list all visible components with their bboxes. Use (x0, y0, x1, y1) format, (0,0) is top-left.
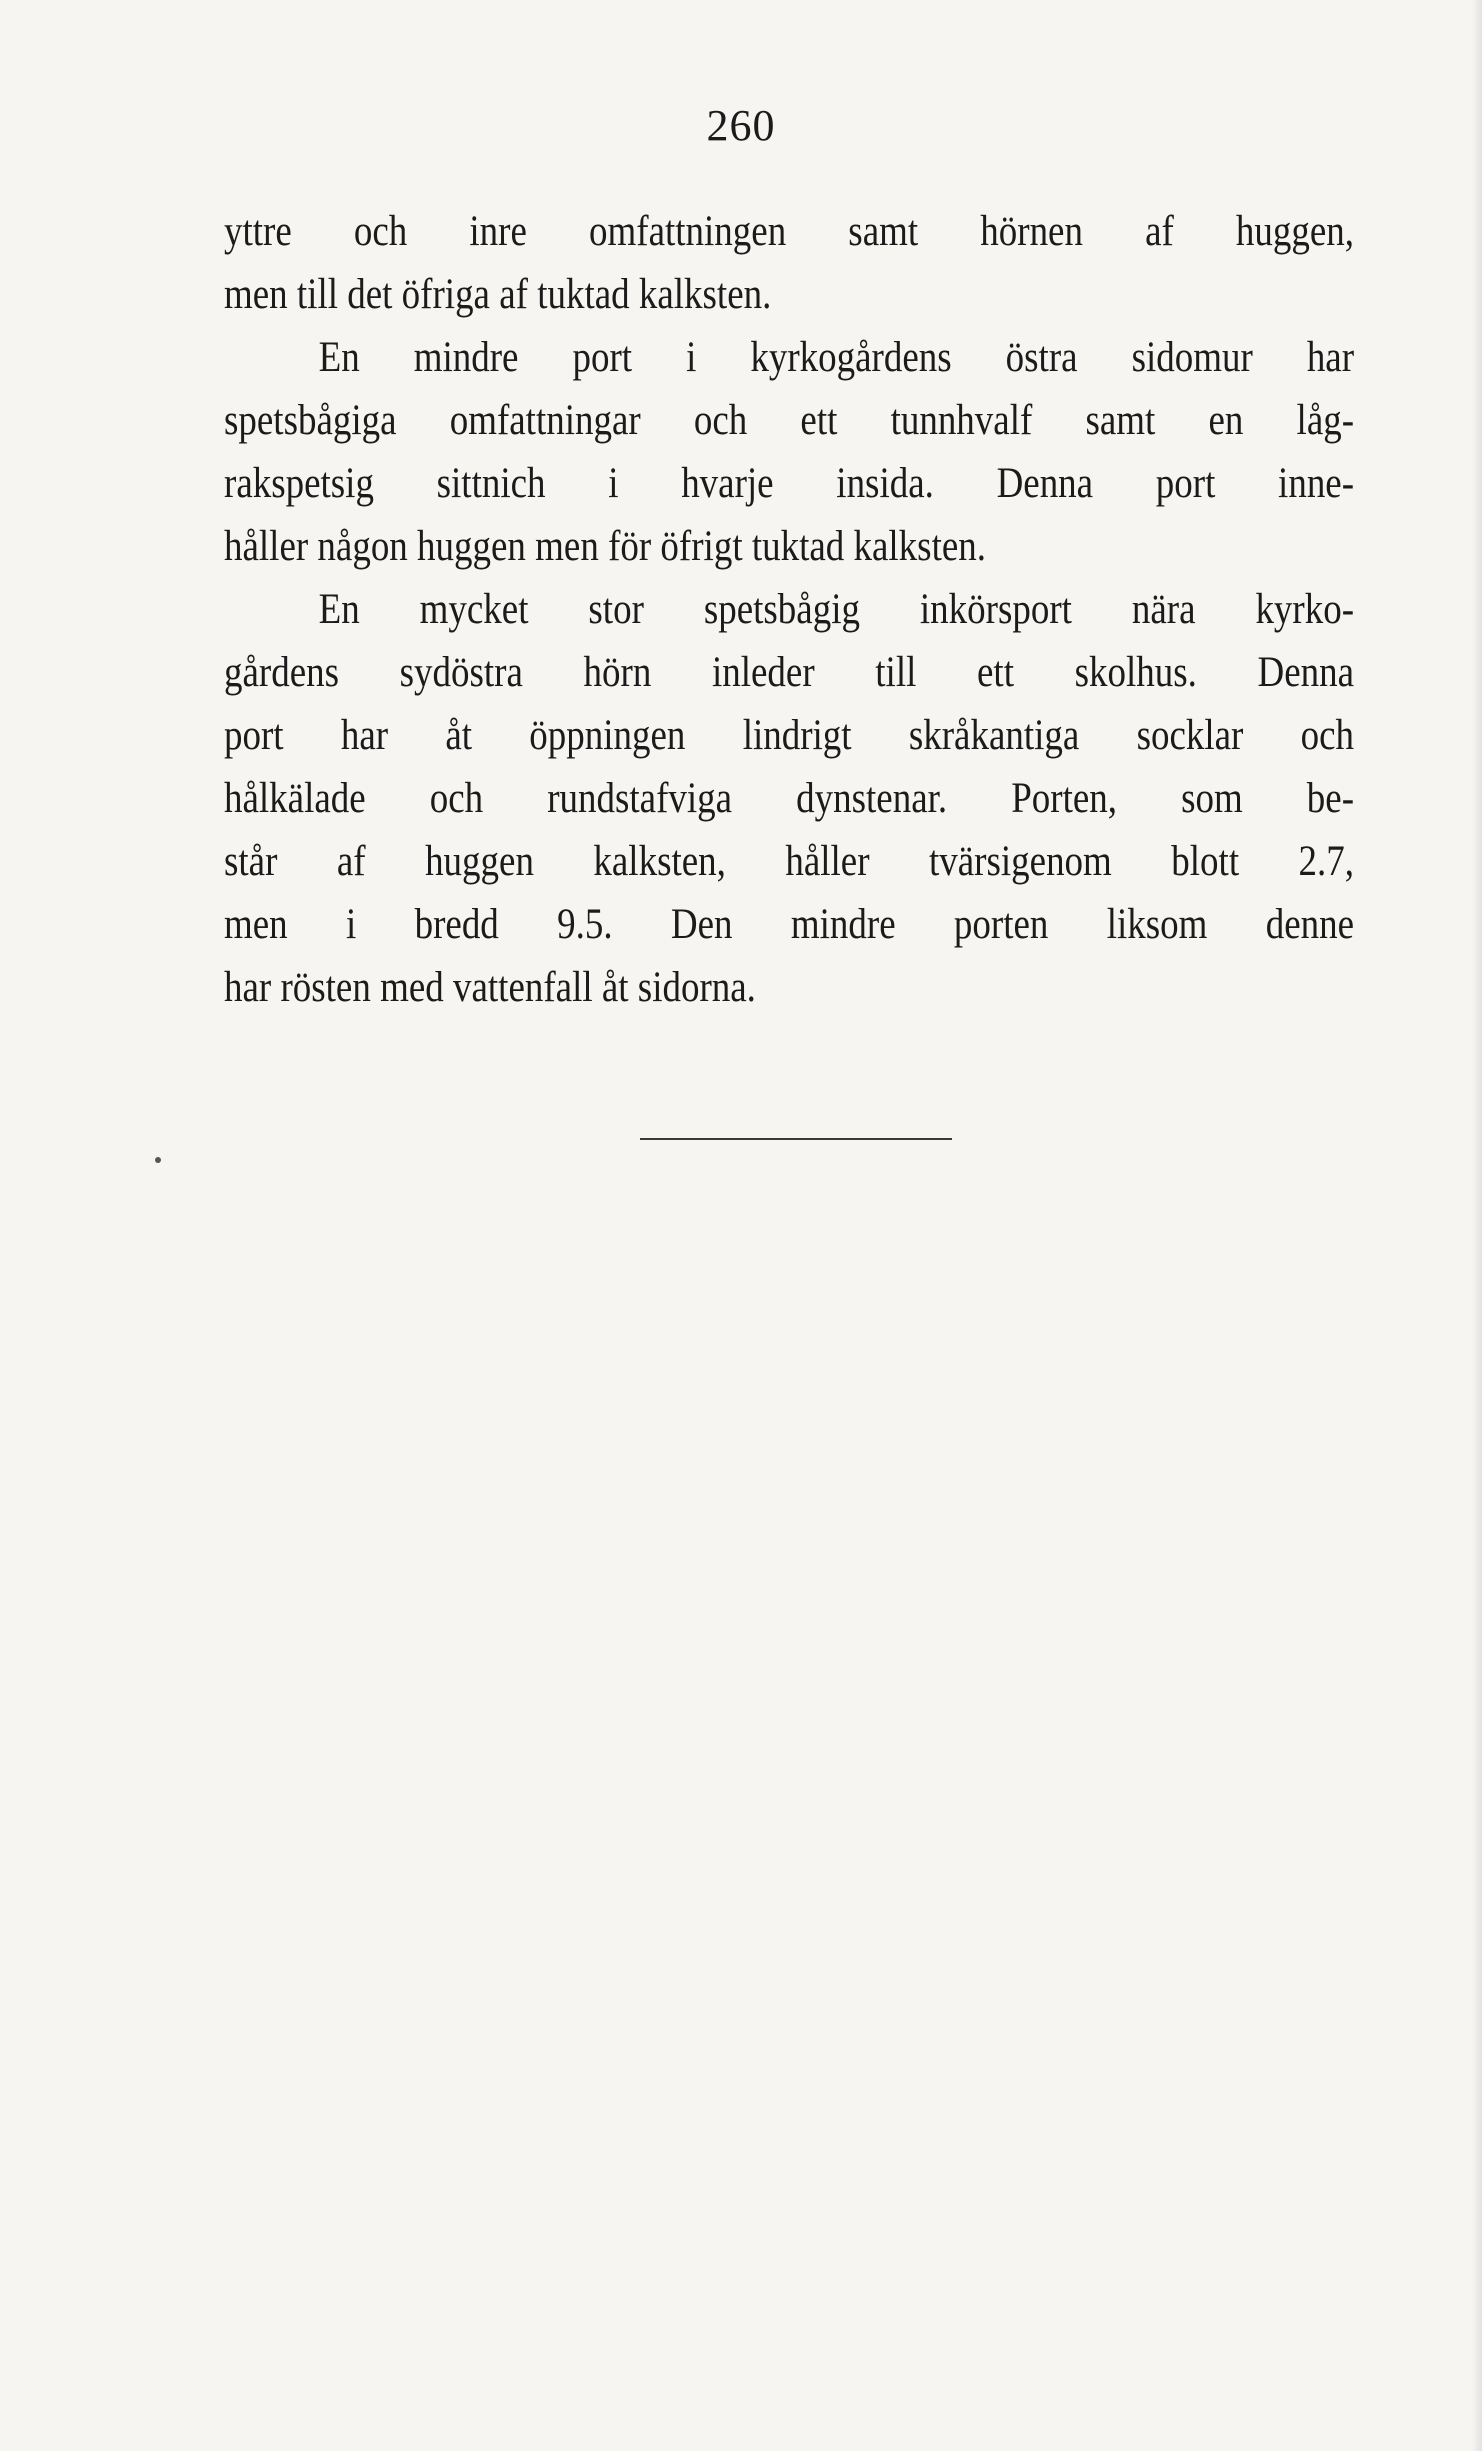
section-divider (640, 1138, 952, 1140)
text-line: En mycket stor spetsbågig inkörsport nära kyrko- (318, 586, 1355, 633)
page-edge-shadow (1472, 0, 1482, 2451)
body-text (224, 200, 1354, 1019)
text-line: port har åt öppningen lindrigt skråkantiga socklar och (224, 712, 1355, 759)
text-line: spetsbågiga omfattningar och ett tunnhvalf samt en låg- (224, 397, 1355, 444)
text-line: har rösten med vattenfall åt sidorna. (224, 964, 756, 1011)
text-line: hålkälade och rundstafviga dynstenar. Porten, som be- (224, 775, 1355, 822)
text-line: yttre och inre omfattningen samt hörnen af huggen, (224, 208, 1355, 255)
ink-speck (155, 1157, 161, 1163)
text-line: står af huggen kalksten, håller tvärsigenom blott 2.7, (224, 838, 1355, 885)
text-line: gårdens sydöstra hörn inleder till ett skolhus. Denna (224, 649, 1355, 696)
text-line: men i bredd 9.5. Den mindre porten liksom denne (224, 901, 1355, 948)
page-number: 260 (706, 101, 776, 150)
text-line: En mindre port i kyrkogårdens östra sidomur har (318, 334, 1355, 381)
text-line: håller någon huggen men för öfrigt tuktad kalksten. (224, 523, 987, 570)
text-line: rakspetsig sittnich i hvarje insida. Denna port inne- (224, 460, 1355, 507)
text-line: men till det öfriga af tuktad kalksten. (224, 271, 772, 318)
